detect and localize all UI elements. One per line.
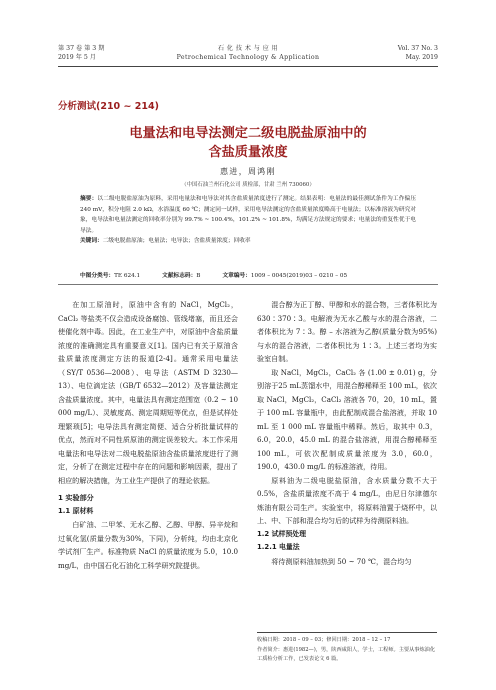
footnote	[257, 636, 437, 665]
abstract	[80, 194, 416, 247]
journal-name: 石 化 技 术 与 应 用 Petrochemical Technology & Application	[176, 45, 320, 61]
affiliation: （中国石油兰州石化公司 质检部，甘肃 兰州 730060）	[181, 182, 315, 188]
clc-number: 中图分类号：TE 624.1	[80, 273, 141, 279]
article-number: 文章编号：1009 – 0045(2019)03 – 0210 – 05	[222, 273, 348, 279]
abstract-body: 摘要：以二级电脱盐原油为原料，采用电量法和电导法对其含盐质量浓度进行了测定。结果表明：电量法的最佳测试条件为工作偏压 240 mV，积分电阻 2.0 kΩ，水浴温度 60 ℃；测定同一试样，采用电导法测定的含盐质量浓度略高于电量法；以标准溶液为研究对象，电导法和电量法测定的回收率分别为 99.7% ~ 100.4%，101.2% ~ 101.8%，均满足方法规定的要求；电量法的重复性优于电导法。	[80, 196, 417, 234]
abstract-rule	[58, 284, 438, 285]
authors: 惠进，周鸿刚	[220, 167, 276, 176]
paper-title: 电量法和电导法测定二级电脱盐原油中的 含盐质量浓度	[129, 126, 367, 160]
header-rule	[58, 66, 438, 67]
author-bio: 作者简介：惠进(1982—)，男，陕西咸阳人，学士，工程师。主要从事炼油化工质检分析工作，已发表论文 6 篇。	[257, 646, 436, 662]
materials-paragraph: 白矿油、二甲苯、无水乙醇、乙醇、甲醇、异辛烷和过氧化氢(质量分数为30%，下同)，分析纯，均由北京化学试剂厂生产。标准物质 NaCl 的质量浓度为 5.0，10.0 mg/L，由中国石化石油化工科学研究院提供。	[58, 520, 238, 570]
section-tag: 分析测试(210 ~ 214)	[58, 101, 159, 112]
journal-volume-info: 第 37 卷 第 3 期 2019 年 5 月	[58, 45, 105, 61]
footnote-rule	[257, 632, 437, 633]
subsection-heading: 1.1 原材料	[58, 506, 94, 515]
right-column	[257, 298, 437, 568]
intro-paragraph: 在加工原油时，原油中含有的 NaCl，MgCl₂，CaCl₂ 等盐类不仅会造成设备腐蚀、管线堵塞，而且还会使催化剂中毒。因此，在工业生产中，对原油中含盐质量浓度的准确测定具有重要意义[1]。国内已有关于原油含盐质量浓度测定方法的报道[2-4]。通常采用电量法（SY/T 0536—2008）、电导法（ASTM D 3230—13）、电位滴定法（GB/T 6532—2012）及容量法测定含盐质量浓度。其中，电量法具有测定范围宽（0.2 ~ 10 000 mg/L）、灵敏度高、测定周期短等优点，但是试样处理繁琐[5]；电导法具有测定简便、适合分析批量试样的优点，然而对不同性质原油的测定误差较大。本工作采用电量法和电导法对二级电脱盐原油含盐质量浓度进行了测定，分析了在测定过程中存在的问题和影响因素，提出了相应的解决措施，为工业生产提供了的理论依据。	[58, 300, 238, 485]
received-date: 收稿日期：2018 – 09 – 03；修回日期：2018 – 12 – 17	[257, 637, 391, 643]
keywords: 关键词：二级电脱盐原油；电量法；电导法；含盐质量浓度；回收率	[80, 238, 251, 244]
body-paragraph: 取 NaCl，MgCl₂，CaCl₂ 各 (1.00 ± 0.01) g，分别溶于25 mL蒸馏水中，用混合醇稀释至 100 mL，依次取 NaCl，MgCl₂，CaCl₂ 溶液各 70，20，10 mL，置于 100 mL 容量瓶中，由此配制成混合盐溶液，并取 10 mL 至 1 000 mL 容量瓶中稀释。然后，取其中 0.3，6.0，20.0，45.0 mL 的混合盐溶液，用混合醇稀释至 100 mL，可依次配制成质量浓度为 3.0，60.0，190.0，430.0 mg/L 的标准溶液，待用。	[257, 367, 437, 471]
subsubsection-heading: 1.2.1 电量法	[257, 543, 300, 551]
document-code: 文献标志码：B	[162, 273, 201, 279]
classification-line	[80, 270, 416, 279]
body-paragraph: 原料油为二级电脱盐原油，含水质量分数不大于 0.5%，含盐质量浓度不高于 4 mg/L，由尼日尔津德尔炼油有限公司生产。实验室中，将原料油置于烧杯中，以上、中、下部和混合均匀后的试样为待测原料油。	[257, 475, 437, 525]
body-paragraph: 将待测原料油加热到 50 ~ 70 ℃，混合均匀	[271, 556, 412, 566]
subsection-heading: 1.2 试样预处理	[257, 529, 307, 538]
left-column	[58, 298, 238, 572]
body-paragraph: 混合醇为正丁醇、甲醇和水的混合物，三者体积比为 630∶370∶3。电解液为无水乙酸与水的混合溶液，二者体积比为 7∶3。醇 – 水溶液为乙醇(质量分数为95%)与水的混合溶液，二者体积比为 1∶3。上述三者均为实验室自制。	[257, 300, 437, 363]
journal-volume-info-en: Vol. 37 No. 3 May. 2019	[397, 45, 438, 61]
section-heading: 1 实验部分	[58, 493, 94, 502]
